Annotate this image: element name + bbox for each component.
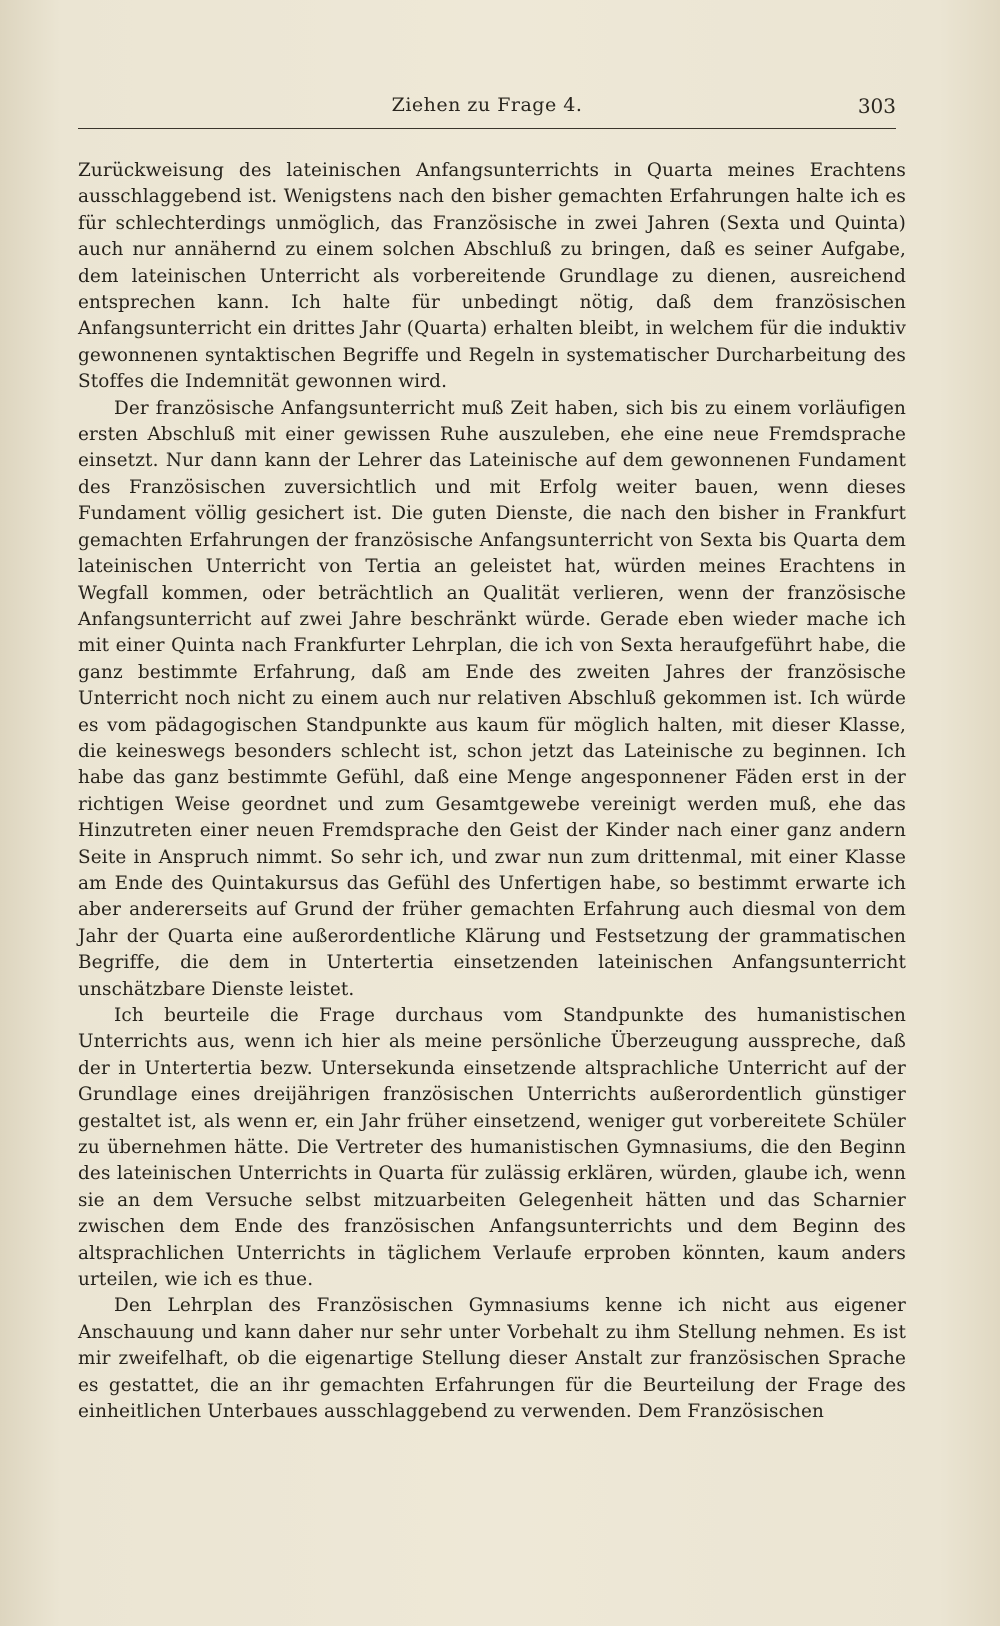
paragraph-continued: Zurückweisung des lateinischen Anfangsunterrichts in Quarta meines Erachtens ausschlaggebend ist. Wenigstens nach den bisher gemachten Erfahrungen halte ich es für schlechterdings unmöglich, das Französische in zwei Jahren (Sexta und Quinta) auch nur annähernd zu einem solchen Abschluß zu bringen, daß es seiner Aufgabe, dem lateinischen Unterricht als vorbereitende Grundlage zu dienen, ausreichend entsprechen kann. Ich halte für unbedingt nötig, daß dem französischen Anfangsunterricht ein drittes Jahr (Quarta) erhalten bleibt, in welchem für die induktiv gewonnenen syntaktischen Begriffe und Regeln in systematischer Durcharbeitung des Stoffes die Indemnität gewonnen wird.: [78, 160, 906, 393]
page-header: [78, 92, 896, 129]
running-title: Ziehen zu Frage 4.: [391, 94, 583, 116]
paragraph: Der französische Anfangsunterricht muß Zeit haben, sich bis zu einem vorläufigen ersten Abschluß mit einer gewissen Ruhe auszuleben, ehe eine neue Fremdsprache einsetzt. Nur dann kann der Lehrer das Lateinische auf dem gewonnenen Fundament des Französischen zuversichtlich und mit Erfolg weiter bauen, wenn dieses Fundament völlig gesichert ist. Die guten Dienste, die nach den bisher in Frankfurt gemachten Erfahrungen der französische Anfangsunterricht von Sexta bis Quarta dem lateinischen Unterricht von Tertia an geleistet hat, würden meines Erachtens in Wegfall kommen, oder beträchtlich an Qualität verlieren, wenn der französische Anfangsunterricht auf zwei Jahre beschränkt würde. Gerade eben wieder mache ich mit einer Quinta nach Frankfurter Lehrplan, die ich von Sexta heraufgeführt habe, die ganz bestimmte Erfahrung, daß am Ende des zweiten Jahres der französische Unterricht noch nicht zu einem auch nur relativen Abschluß gekommen ist. Ich würde es vom pädagogischen Standpunkte aus kaum für möglich halten, mit dieser Klasse, die keineswegs besonders schlecht ist, schon jetzt das Lateinische zu beginnen. Ich habe das ganz bestimmte Gefühl, daß eine Menge angesponnener Fäden erst in der richtigen Weise geordnet und zum Gesamtgewebe vereinigt werden muß, ehe das Hinzutreten einer neuen Fremdsprache den Geist der Kinder nach einer ganz andern Seite in Anspruch nimmt. So sehr ich, und zwar nun zum drittenmal, mit einer Klasse am Ende des Quintakursus das Gefühl des Unfertigen habe, so bestimmt erwarte ich aber andererseits auf Grund der früher gemachten Erfahrung auch diesmal von dem Jahr der Quarta eine außerordentliche Klärung und Festsetzung der grammatischen Begriffe, die dem in Untertertia einsetzenden lateinischen Anfangsunterricht unschätzbare Dienste leistet.: [78, 397, 906, 1000]
paragraph: Ich beurteile die Frage durchaus vom Standpunkte des humanistischen Unterrichts aus, wenn ich hier als meine persönliche Überzeugung ausspreche, daß der in Untertertia bezw. Untersekunda einsetzende altsprachliche Unterricht auf der Grundlage eines dreijährigen französischen Unterrichts außerordentlich günstiger gestaltet ist, als wenn er, ein Jahr früher einsetzend, weniger gut vorbereitete Schüler zu übernehmen hätte. Die Vertreter des humanistischen Gymnasiums, die den Beginn des lateinischen Unterrichts in Quarta für zulässig erklären, würden, glaube ich, wenn sie an dem Versuche selbst mitzuarbeiten Gelegenheit hätten und das Scharnier zwischen dem Ende des französischen Anfangsunterrichts und dem Beginn des altsprachlichen Unterrichts in täglichem Verlaufe erproben könnten, kaum anders urteilen, wie ich es thue.: [78, 1005, 906, 1291]
body-text: [78, 158, 906, 1426]
paragraph: Den Lehrplan des Französischen Gymnasiums kenne ich nicht aus eigener Anschauung und kann daher nur sehr unter Vorbehalt zu ihm Stellung nehmen. Es ist mir zweifelhaft, ob die eigenartige Stellung dieser Anstalt zur französischen Sprache es gestattet, die an ihr gemachten Erfahrungen für die Beurteilung der Frage des einheitlichen Unterbaues ausschlaggebend zu verwenden. Dem Französischen: [78, 1295, 906, 1423]
page-number: 303: [857, 94, 896, 118]
